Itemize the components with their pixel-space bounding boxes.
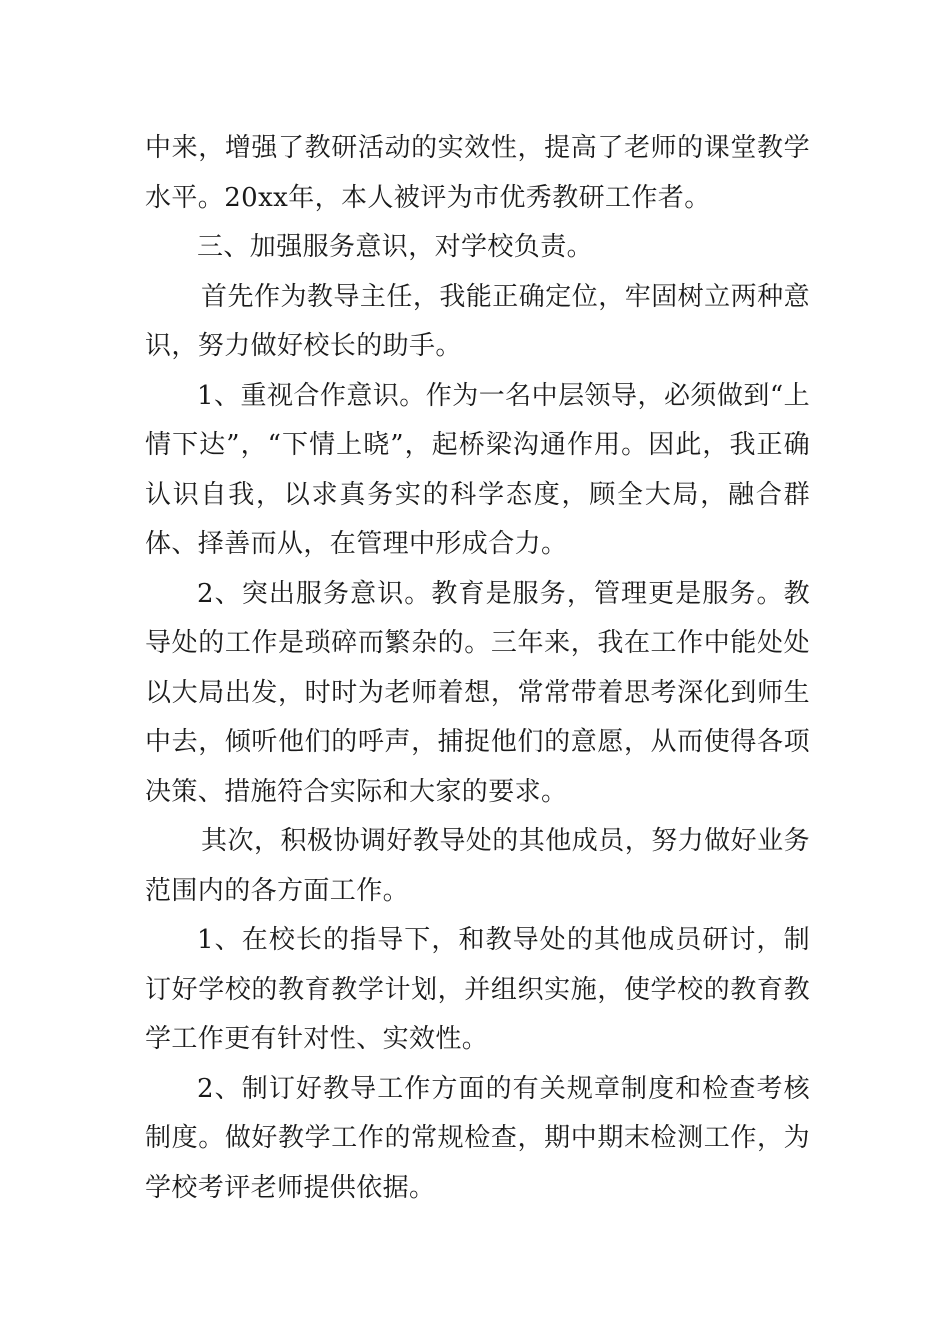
section-heading: 三、加强服务意识，对学校负责。 — [197, 232, 594, 262]
paragraph-item-rules: 2、制订好教导工作方面的有关规章制度和检查考核制度。做好教学工作的常规检查，期中期末检测工作，为学校考评老师提供依据。 — [145, 1073, 810, 1203]
paragraph-second: 其次，积极协调好教导处的其他成员，努力做好业务范围内的各方面工作。 — [145, 826, 810, 906]
paragraph-first: 首先作为教导主任，我能正确定位，牢固树立两种意识，努力做好校长的助手。 — [145, 281, 810, 361]
paragraph-item-service: 2、突出服务意识。教育是服务，管理更是服务。教导处的工作是琐碎而繁杂的。三年来，我在工作中能处处以大局出发，时时为老师着想，常常带着思考深化到师生中去，倾听他们的呼声，捕捉他们的意愿，从而使得各项决策、措施符合实际和大家的要求。 — [145, 578, 810, 807]
paragraph-item-cooperation: 1、重视合作意识。作为一名中层领导，必须做到“上情下达”，“下情上晓”，起桥梁沟通作用。因此，我正确认识自我，以求真务实的科学态度，顾全大局，融合群体、择善而从，在管理中形成合力。 — [145, 380, 810, 559]
paragraph-continuation: 中来，增强了教研活动的实效性，提高了老师的课堂教学水平。20xx年，本人被评为市优秀教研工作者。 — [145, 133, 810, 213]
paragraph-item-plan: 1、在校长的指导下，和教导处的其他成员研讨，制订好学校的教育教学计划，并组织实施，使学校的教育教学工作更有针对性、实效性。 — [145, 925, 810, 1054]
document-body — [145, 124, 810, 1213]
